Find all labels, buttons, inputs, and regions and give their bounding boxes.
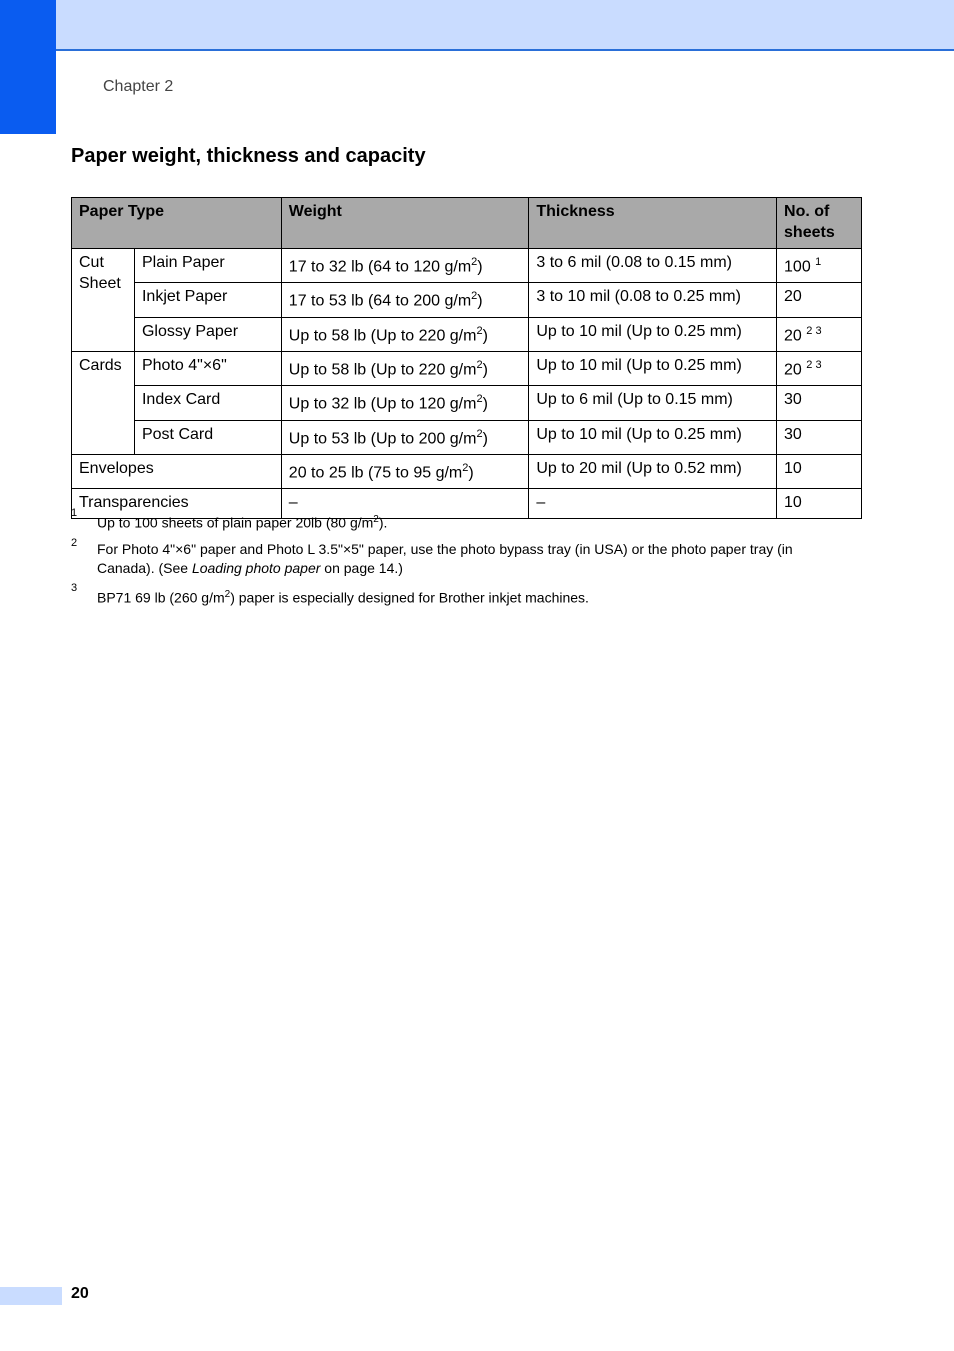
section-title: Paper weight, thickness and capacity — [71, 145, 426, 167]
header-paper-type: Paper Type — [72, 198, 282, 249]
thickness-cell: Up to 20 mil (Up to 0.52 mm) — [529, 454, 777, 488]
header-weight: Weight — [281, 198, 529, 249]
sheets-cell: 20 — [777, 283, 862, 317]
sheets-cell: 10 — [777, 454, 862, 488]
weight-cell: Up to 32 lb (Up to 120 $g/m^2$) — [281, 386, 529, 420]
table-row — [72, 283, 862, 317]
weight-cell: 20 to 25 lb (75 to 95 $g/m^2$) — [281, 454, 529, 488]
paper-type: Inkjet Paper — [134, 283, 281, 317]
table-row — [72, 386, 862, 420]
thickness-cell: 3 to 10 mil (0.08 to 0.25 mm) — [529, 283, 777, 317]
table-row — [72, 420, 862, 454]
weight-cell: Up to 53 lb (Up to 200 $g/m^2$) — [281, 420, 529, 454]
sheets-cell: 20 $^{2 3}$ — [777, 351, 862, 385]
header-band — [0, 0, 954, 51]
thickness-cell: Up to 10 mil (Up to 0.25 mm) — [529, 317, 777, 351]
chapter-tab — [0, 0, 56, 134]
weight-cell: 17 to 32 lb (64 to 120 $g/m^2$) — [281, 249, 529, 283]
paper-type: Plain Paper — [134, 249, 281, 283]
paper-type: Index Card — [134, 386, 281, 420]
group-transparencies: Transparencies — [72, 489, 282, 519]
thickness-cell: Up to 6 mil (Up to 0.15 mm) — [529, 386, 777, 420]
thickness-cell: Up to 10 mil (Up to 0.25 mm) — [529, 351, 777, 385]
table-row — [72, 317, 862, 351]
sheets-cell: 30 — [777, 386, 862, 420]
paper-specs-table — [71, 197, 862, 519]
weight-cell: Up to 58 lb (Up to 220 $g/m^2$) — [281, 351, 529, 385]
weight-cell: – — [281, 489, 529, 519]
page-number: 20 — [71, 1285, 89, 1302]
paper-type: Glossy Paper — [134, 317, 281, 351]
weight-cell: 17 to 53 lb (64 to 200 $g/m^2$) — [281, 283, 529, 317]
thickness-cell: – — [529, 489, 777, 519]
table-header-row — [72, 198, 862, 249]
thickness-cell: 3 to 6 mil (0.08 to 0.15 mm) — [529, 249, 777, 283]
group-cut-sheet: Cut Sheet — [72, 249, 135, 352]
footer-band — [0, 1287, 62, 1305]
footnotes — [71, 507, 851, 614]
sheets-cell: 30 — [777, 420, 862, 454]
footnote-1: 1 Up to 100 sheets of plain paper 20lb (80 $g/m^2$). — [71, 507, 388, 531]
table-row — [72, 249, 862, 283]
group-envelopes: Envelopes — [72, 454, 282, 488]
chapter-label: Chapter 2 — [103, 78, 174, 95]
header-thickness: Thickness — [529, 198, 777, 249]
footnote-2: 2 For Photo 4"×6" paper and Photo L 3.5"×5" paper, use the photo bypass tray (in USA) or the photo paper tray (in Canada). (See Loading photo paper on page 14.) — [71, 536, 793, 576]
table-row — [72, 454, 862, 488]
table-row — [72, 351, 862, 385]
paper-type: Photo 4"×6" — [134, 351, 281, 385]
paper-type: Post Card — [134, 420, 281, 454]
group-cards: Cards — [72, 351, 135, 454]
sheets-cell: 100 $^1$ — [777, 249, 862, 283]
cross-reference-link[interactable]: Loading photo paper — [191, 559, 321, 576]
header-sheets: No. of sheets — [777, 198, 862, 249]
weight-cell: Up to 58 lb (Up to 220 $g/m^2$) — [281, 317, 529, 351]
footnote-3: 3 BP71 69 lb (260 $g/m^2$) paper is especially designed for Brother inkjet machines. — [71, 581, 589, 606]
thickness-cell: Up to 10 mil (Up to 0.25 mm) — [529, 420, 777, 454]
sheets-cell: 20 $^{2 3}$ — [777, 317, 862, 351]
sheets-cell: 10 — [777, 489, 862, 519]
